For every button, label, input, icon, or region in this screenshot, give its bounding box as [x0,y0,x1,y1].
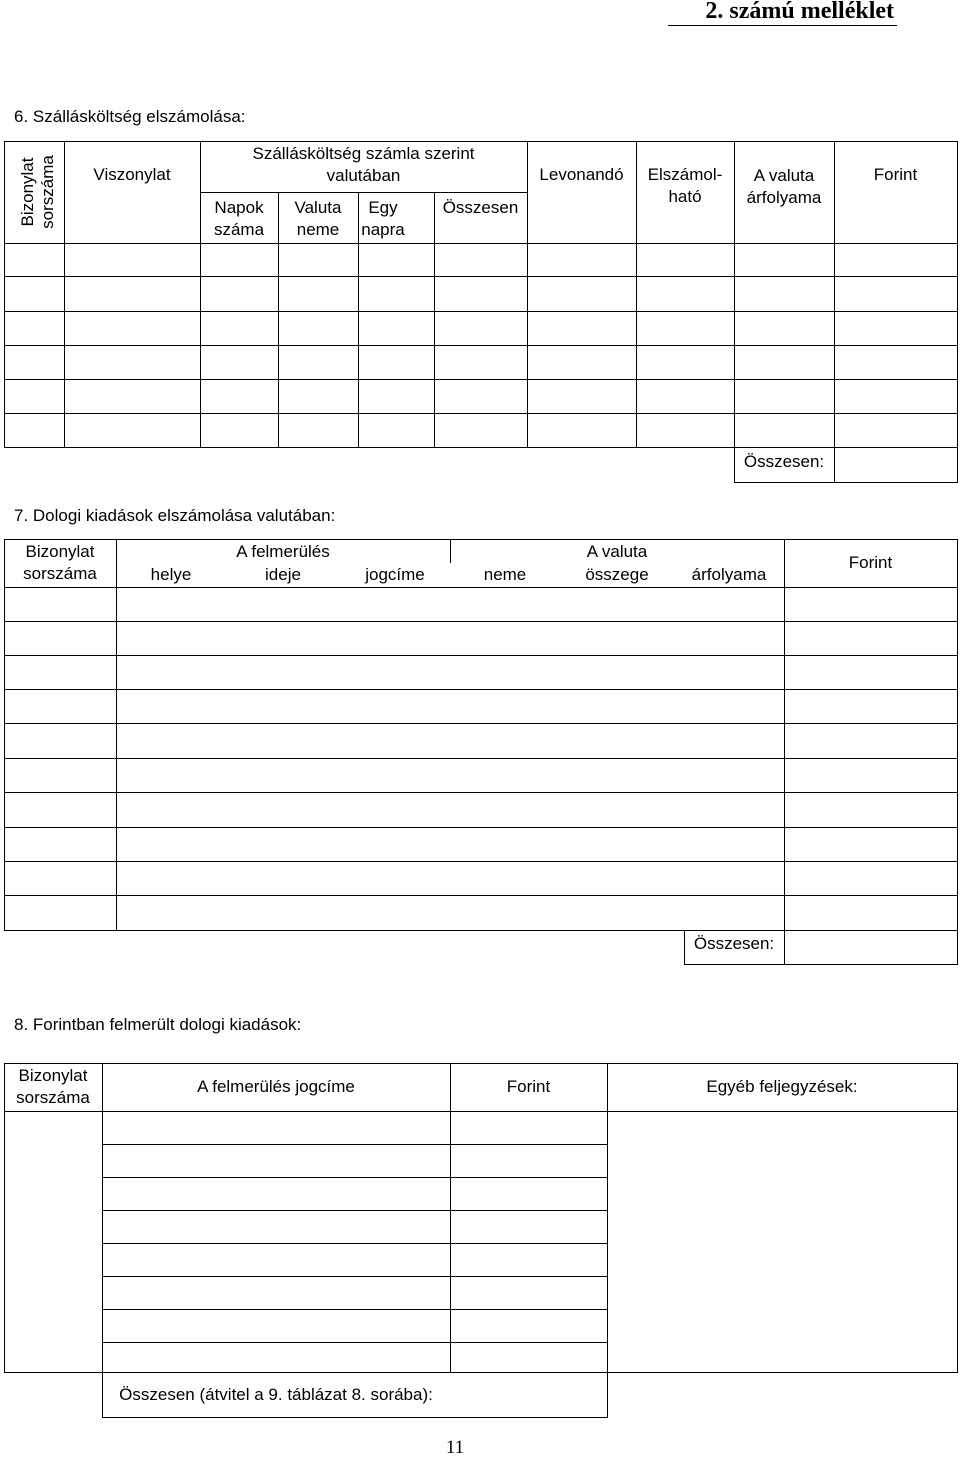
col-bizonylat-sorszama: Bizonylat sorszáma [23,542,97,583]
grid-line-horizontal [4,587,958,588]
col-ideje: ideje [265,565,301,584]
section6-total-label: Összesen: [743,452,825,471]
grid-line-horizontal [734,482,958,483]
grid-line-horizontal [4,276,958,277]
grid-line-vertical [116,539,117,931]
grid-line-horizontal [4,539,958,540]
col-egyeb-feljegyzesek: Egyéb feljegyzések: [706,1077,858,1096]
grid-line-vertical [4,539,5,931]
col-egy-napra: Egy napra [361,198,405,239]
col-arfolyam: A valuta árfolyama [746,166,822,207]
grid-line-vertical [784,539,785,965]
grid-line-horizontal [102,1417,608,1418]
grid-line-horizontal [4,689,958,690]
grid-line-horizontal [102,1276,608,1277]
col-levonando: Levonandó [539,165,624,184]
grid-line-vertical [4,141,5,448]
grid-line-horizontal [4,1063,958,1064]
grid-line-horizontal [4,827,958,828]
col-group-szallaskoltseg: Szállásköltség számla szerint valutában [252,144,475,185]
grid-line-vertical [527,141,528,448]
grid-line-horizontal [4,930,958,931]
col-bizonylat-sorszama: Bizonylat sorszáma [16,1066,90,1107]
section8-title: 8. Forintban felmerült dologi kiadások: [14,1015,302,1034]
grid-line-horizontal [4,723,958,724]
grid-line-horizontal [4,141,958,142]
section8-total-label: Összesen (átvitel a 9. táblázat 8. sorába): [119,1385,433,1404]
section6-title: 6. Szállásköltség elszámolása: [14,107,246,126]
section7-total-label: Összesen: [693,934,775,953]
col-napok-szama: Napok száma [213,198,265,239]
grid-line-horizontal [4,655,958,656]
grid-line-horizontal [4,447,958,448]
col-osszesen: Összesen [442,198,519,217]
group-valuta: A valuta [586,542,648,561]
grid-line-vertical [957,539,958,965]
grid-line-horizontal [4,1372,958,1373]
grid-line-vertical [450,1063,451,1373]
grid-line-horizontal [684,964,958,965]
group-felmerules: A felmerülés [236,542,330,561]
col-forint: Forint [506,1077,551,1096]
grid-line-horizontal [102,1210,608,1211]
col-elszamolhato: Elszámol- ható [647,165,723,206]
grid-line-horizontal [4,243,958,244]
col-helye: helye [150,565,192,584]
grid-line-horizontal [4,345,958,346]
section7-title: 7. Dologi kiadások elszámolása valutában: [14,506,336,525]
grid-line-horizontal [200,192,527,193]
col-osszege: összege [585,565,649,584]
col-valuta-neme: Valuta neme [294,198,342,239]
header-rule [668,25,897,26]
grid-line-vertical [834,141,835,483]
col-felmerules-jogcime: A felmerülés jogcíme [197,1077,355,1096]
col-arfolyama: árfolyama [691,565,767,584]
grid-line-vertical [4,1063,5,1373]
col-jogcime: jogcíme [365,565,425,584]
col-forint: Forint [848,553,893,572]
grid-line-horizontal [102,1177,608,1178]
grid-line-horizontal [4,413,958,414]
col-bizonylat-sorszama: Bizonylat sorszáma [18,155,57,229]
grid-line-vertical [200,141,201,448]
grid-line-horizontal [4,861,958,862]
grid-line-horizontal [102,1309,608,1310]
grid-line-horizontal [4,895,958,896]
grid-line-vertical [64,141,65,448]
grid-line-horizontal [4,1111,958,1112]
grid-line-horizontal [4,621,958,622]
col-neme: neme [483,565,527,584]
col-viszonylat: Viszonylat [93,165,171,184]
grid-line-vertical [607,1063,608,1418]
grid-line-horizontal [4,311,958,312]
grid-line-horizontal [102,1144,608,1145]
grid-line-horizontal [4,758,958,759]
col-forint: Forint [873,165,918,184]
grid-line-vertical [102,1063,103,1418]
page-number: 11 [445,1437,465,1458]
grid-line-vertical [434,192,435,448]
grid-line-vertical [957,141,958,483]
grid-line-horizontal [102,1342,608,1343]
annex-title: 2. számú melléklet [705,0,894,24]
grid-line-horizontal [4,792,958,793]
grid-line-vertical [957,1063,958,1373]
grid-line-horizontal [102,1243,608,1244]
grid-line-horizontal [4,379,958,380]
